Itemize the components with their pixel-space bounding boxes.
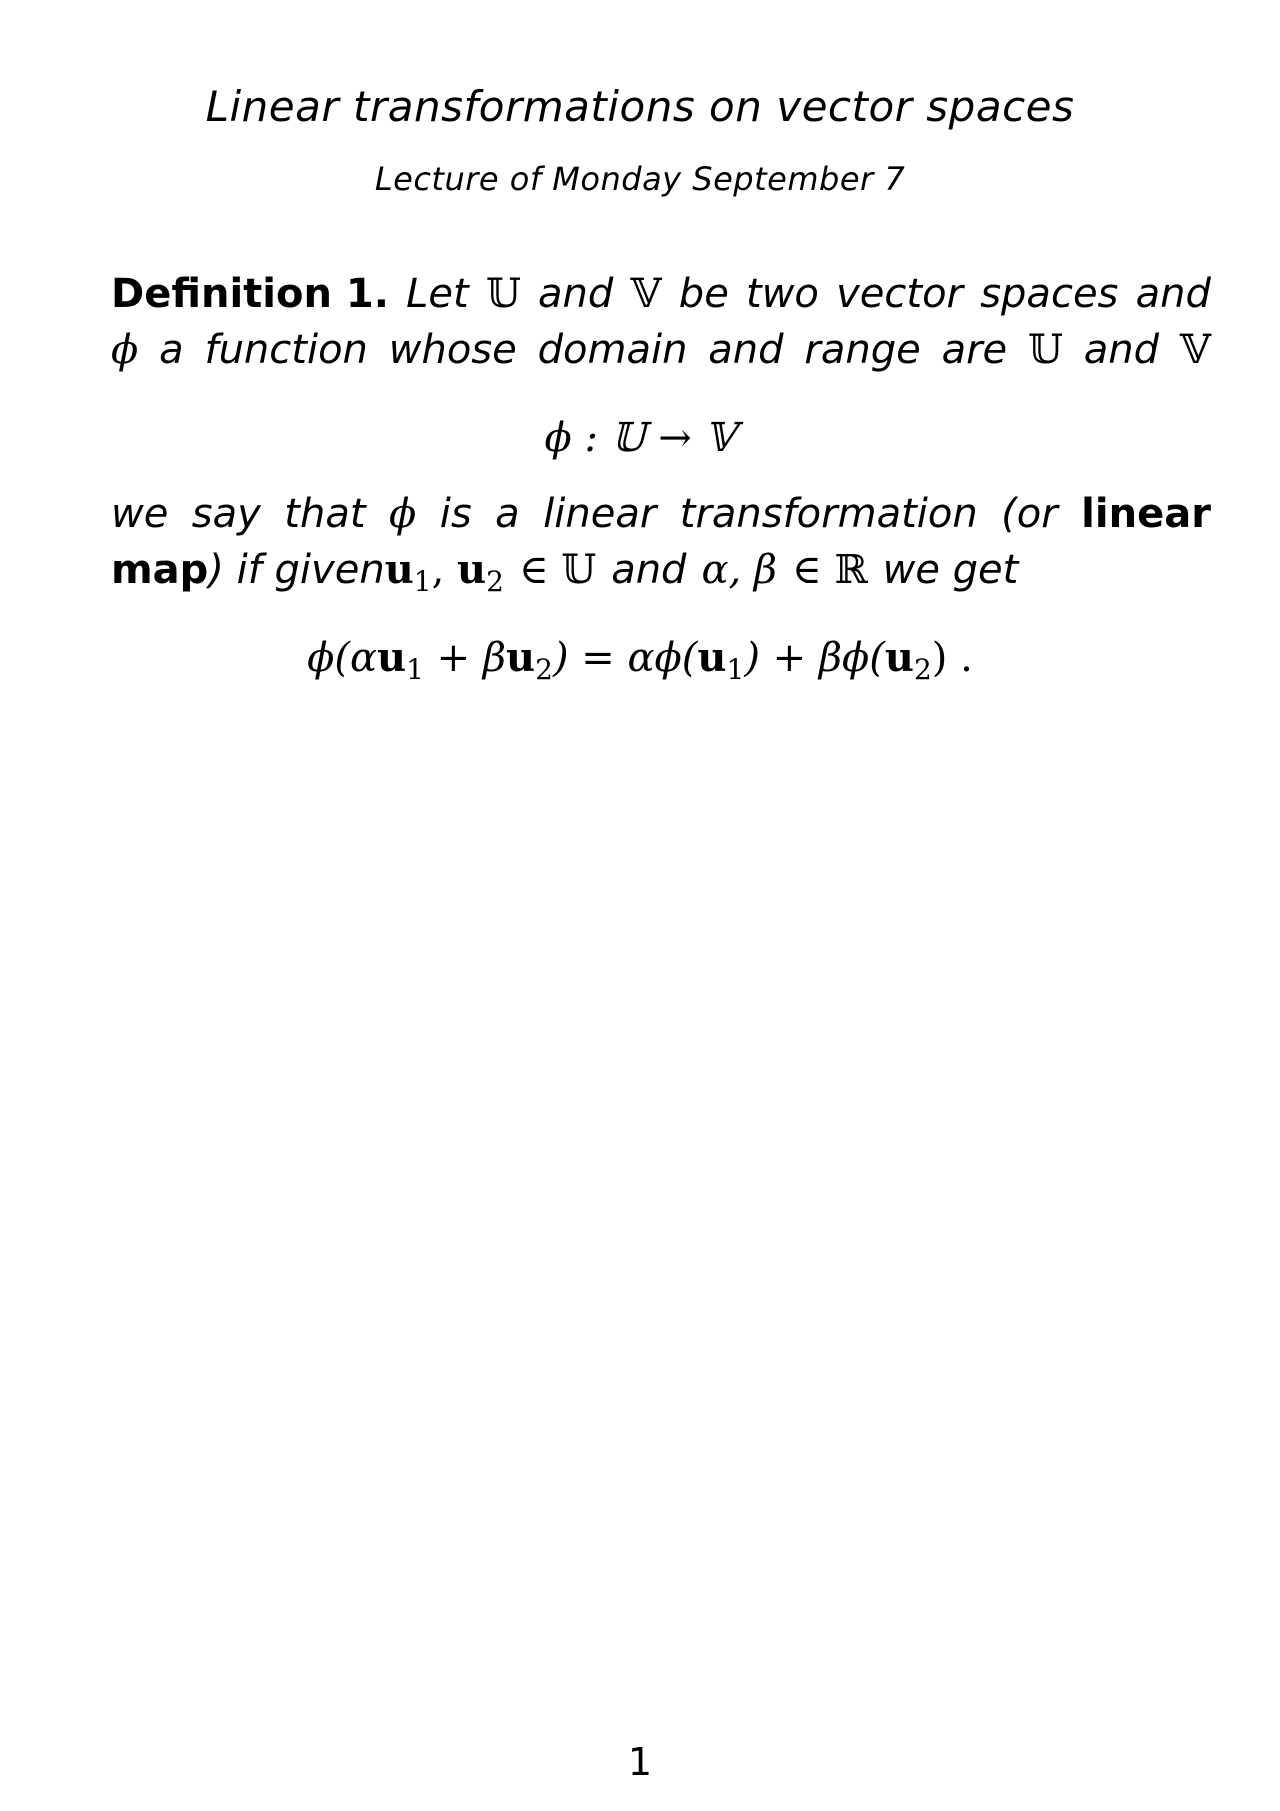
subscript-2: 2 <box>486 565 504 598</box>
symbol-V: 𝕍 <box>1179 327 1211 373</box>
word: whose <box>388 327 517 373</box>
word: we get <box>882 547 1019 593</box>
vector-u: u <box>457 546 487 593</box>
word: and <box>1083 327 1160 373</box>
word: domain <box>537 327 688 373</box>
eq-part: ) + βϕ( <box>744 635 885 681</box>
term-map: map <box>111 547 209 593</box>
eq-part: ) = αϕ( <box>552 635 698 681</box>
word: say <box>191 491 261 537</box>
word: and <box>708 327 784 373</box>
linearity-equation <box>0 628 1280 688</box>
symbol-V: 𝕍 <box>630 271 662 317</box>
word: is <box>439 491 472 537</box>
word: we <box>111 491 169 537</box>
document-title: Linear transformations on vector spaces <box>205 82 1075 131</box>
subscript-2: 2 <box>535 653 553 686</box>
word: ) if given <box>208 547 385 593</box>
vector-u: u <box>384 546 414 593</box>
vectors-u1-u2 <box>385 542 504 598</box>
line4-start <box>111 542 385 598</box>
word: that <box>284 491 366 537</box>
subscript-2: 2 <box>913 653 932 686</box>
word: are <box>941 327 1008 373</box>
subscript-1: 1 <box>406 653 424 686</box>
word: vector <box>836 271 963 317</box>
definition-label: Definition 1. <box>111 271 389 317</box>
in-R: ∈ ℝ <box>792 547 868 593</box>
in-U: ∈ 𝕌 <box>518 547 597 593</box>
map-equation <box>0 408 1280 468</box>
word: and <box>1135 271 1211 317</box>
eq-part: ϕ(α <box>307 635 378 681</box>
definition-line-1 <box>111 266 1211 322</box>
word: Let <box>406 271 469 317</box>
subscript-1: 1 <box>726 653 745 686</box>
word: range <box>804 327 921 373</box>
word: a <box>495 491 520 537</box>
word: transformation <box>679 491 978 537</box>
symbol-U: 𝕌 <box>485 271 521 317</box>
vector-u: u <box>506 634 536 681</box>
eq-part: ) . <box>931 635 973 681</box>
symbol-phi: ϕ <box>111 327 139 373</box>
symbol-phi: ϕ <box>389 491 417 537</box>
word: linear <box>543 491 657 537</box>
word: (or <box>1001 491 1058 537</box>
map-equation-text: ϕ : 𝕌 → 𝕍 <box>544 415 736 461</box>
vector-u: u <box>697 634 727 681</box>
word: two <box>746 271 819 317</box>
word: be <box>678 271 729 317</box>
lecture-subtitle: Lecture of Monday September 7 <box>374 160 906 198</box>
alpha-beta: α, β <box>701 547 778 593</box>
term-linear: linear <box>1081 491 1211 537</box>
word: and <box>538 271 614 317</box>
vector-u: u <box>884 634 914 681</box>
word: and <box>611 547 687 593</box>
page-number: 1 <box>627 1740 653 1784</box>
comma: , <box>431 547 445 593</box>
word: a <box>159 327 184 373</box>
word: function <box>204 327 368 373</box>
definition-line-3 <box>111 486 1211 542</box>
definition-line-2 <box>111 322 1211 378</box>
definition-line-4 <box>111 542 1211 598</box>
word: spaces <box>980 271 1119 317</box>
vector-u: u <box>377 634 407 681</box>
subscript-1: 1 <box>413 565 432 598</box>
eq-part: + β <box>423 635 507 681</box>
symbol-U: 𝕌 <box>1028 327 1063 373</box>
